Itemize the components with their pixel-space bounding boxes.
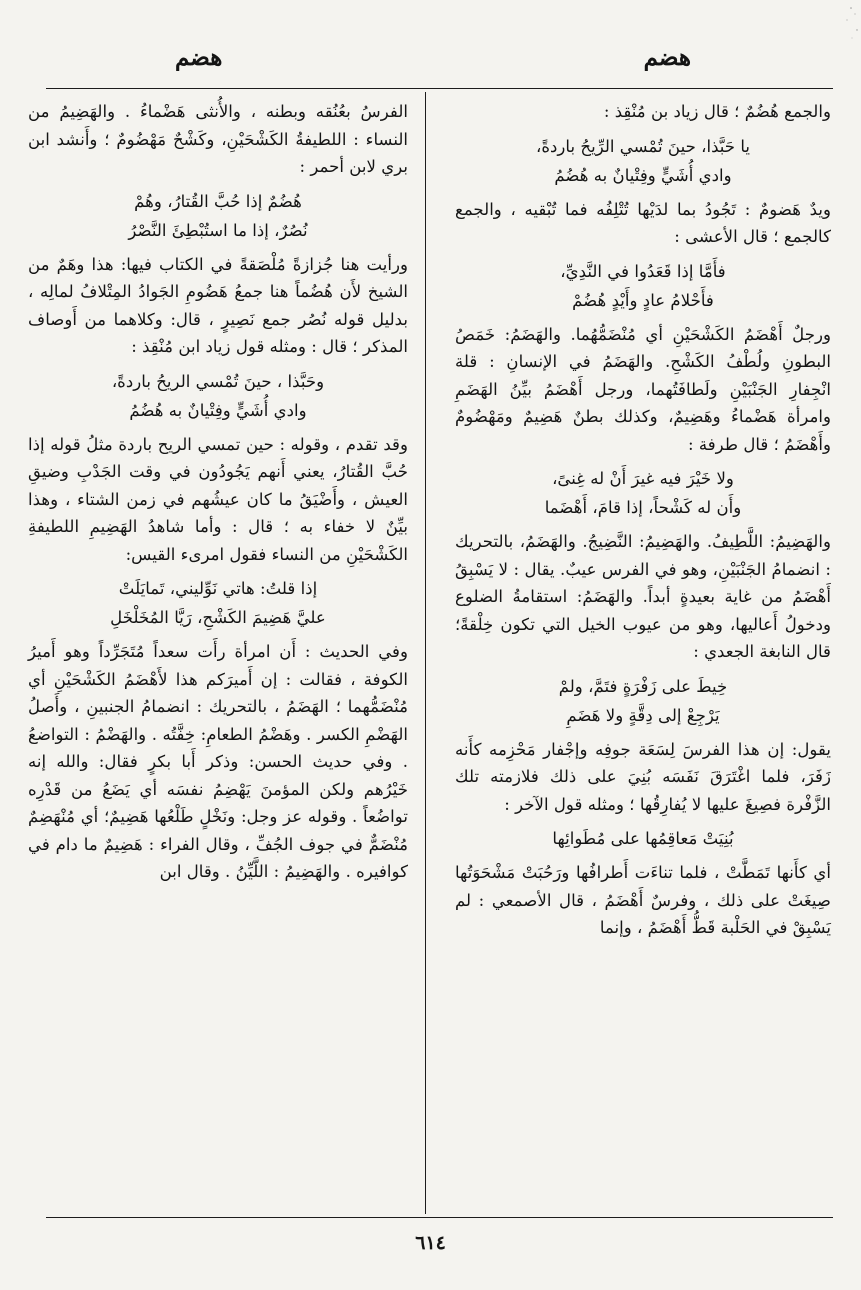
page-corner-speckle — [821, 0, 861, 60]
verse-line: يا حَبَّذا، حينَ تُمْسي الرِّيحُ باردةً، — [535, 136, 750, 156]
verse-line: وادي أُشَيٍّ وفِتْيانٌ به هُضُمُ — [554, 165, 732, 185]
prose-paragraph: ويدٌ هَضومٌ : تَجُودُ بما لدَيْها تُتْلِفُه فما تُبْقيه ، والجمع كالجمع ؛ قال الأعشى : — [455, 199, 831, 246]
header-rule — [46, 88, 833, 89]
verse-line: هُضُمٌ إذا حُبَّ القُتارُ، وهُمْ — [134, 191, 302, 211]
verse-block — [28, 574, 408, 632]
verse-line: عليَّ هَضِيمَ الكَشْحِ، رَيَّا المُخَلْخَلِ — [110, 608, 326, 627]
right-text-column — [455, 98, 831, 942]
verse-line: فأَمَّا إذا قَعَدُوا في النَّدِيِّ، — [560, 261, 726, 281]
prose-paragraph: أي كأَنها تَمَطَّتْ ، فلما تناءَت أَطرافُها ورَحُبَتْ مَشْحَوَتُها صِيغَتْ على ذلك ، وفرسٌ أَهْضَمُ ، قال الأصمعي : لم يَسْبِقْ في الحَلْبة قَطُّ أَهْضَمُ ، وإنما — [455, 863, 831, 937]
prose-paragraph: وفي الحديث : أَن امرأة رأَت سعداً مُتَجَرِّداً وهو أَميرُ الكوفة ، فقالت : إن أَميرَكم هذا لأَهْضَمُ الكَشْحَيْنِ أي مُنْضَمُّهما ؛ الهَضَمُ ، بالتحريك : انضمامُ الجنبينِ ، وأَصلُ الهَضْمِ الكسر . وهَضْمُ الطعامِ: خِفَّتُه . والهَضْمُ : التواضعُ . وفي حديث الحسن: وذكر أَبا بكرٍ فقال: والله إنه خَيْرُهم ولكن المؤمنَ يَهْضِمُ نفسَه أي يَضَعُ من قَدْرِه تواضُعاً . وقوله عز وجل: ونَخْلٍ طَلْعُها هَضِيمٌ؛ أي مُنْهَضِمٌ مُنْضَمٌّ في جوف الجُفِّ ، وقال الفراء : هَضِيمٌ ما دام في كوافيره . والهَضِيمُ : اللَّيِّنُ . وقال ابن — [28, 642, 408, 881]
verse-line: وادي أُشَيٍّ وفِتْيانٌ به هُضُمُ — [129, 400, 307, 420]
column-divider — [425, 92, 426, 1214]
prose-paragraph: الفرسُ بعُنُقه وبطنه ، والأُنثى هَضْماءُ . والهَضِيمُ من النساء : اللطيفةُ الكَشْحَيْنِ، وكَشْحٌ مَهْضُومٌ ؛ وأَنشد ابن بري لابن أحمر : — [28, 102, 408, 176]
prose-paragraph: والجمع هُضُمٌ ؛ قال زياد بن مُنْقِذ : — [603, 102, 831, 121]
page-header-right-word: هضم — [643, 44, 691, 71]
verse-line: إذا قلتُ: هاتي نَوِّليني، تَمايَلَتْ — [118, 579, 318, 598]
verse-line: نُصُرٌ، إذا ما استُبْطِئَ النَّصْرُ — [128, 220, 308, 240]
verse-block — [28, 187, 408, 245]
verse-block — [455, 257, 831, 315]
verse-line: خِيطَ على زَفْرَةٍ فتَمَّ، ولمْ — [558, 676, 728, 696]
footer-rule — [46, 1217, 833, 1218]
verse-block — [455, 132, 831, 190]
page-header-left-word: هضم — [175, 44, 223, 71]
verse-block — [455, 464, 831, 522]
verse-line: بُنِيَتْ مَعاقِمُها على مُطَوائِها — [552, 829, 734, 848]
verse-line: وحَبَّذا ، حينَ تُمْسي الريحُ باردةً، — [111, 371, 325, 391]
verse-block — [455, 672, 831, 730]
verse-block — [28, 367, 408, 425]
prose-paragraph: ورجلٌ أَهْضَمُ الكَشْحَيْنِ أي مُنْضَمُّهُما. والهَضَمُ: خَمَصُ البطونِ ولُطْفُ الكَشْحِ. والهَضَمُ في الإنسانِ : قلة انْجِفارِ الجَنْبَيْنِ ولَطافَتُهما، ورجل أَهْضَمُ بيِّنُ الهَضَمِ وامرأة هَضْماءُ وهَضِيمٌ، وكذلك بطنٌ هَضِيمٌ ومَهْضُومٌ وأَهْضَمُ ؛ قال طرفة : — [455, 324, 831, 454]
verse-line: وأَن له كَشْحاً، إذا قامَ، أَهْضَما — [544, 498, 742, 517]
prose-paragraph: وقد تقدم ، وقوله : حين تمسي الريح باردة مثلُ قوله إذا حُبَّ القُتارُ، يعني أَنهم يَجُودُون في وقت الجَدْبِ وضيقِ العيش ، وأَضْيَقُ ما كان عيشُهم في زمن الشتاء ، وهذا بيِّنٌ لا خفاء به ؛ قال : وأما شاهدُ الهَضِيمِ اللطيفةِ الكَشْحَيْنِ من النساء فقول امرىء القيس: — [28, 434, 408, 564]
verse-line: يَرْجِعْ إلى دِقَّةٍ ولا هَضَمِ — [566, 705, 720, 725]
left-text-column — [28, 98, 408, 886]
prose-paragraph: ورأيت هنا جُزازةً مُلْصَقةً في الكتاب فيها: هذا وهَمٌ من الشيخ لأَن هُضُماً هنا جمعُ هَضُومِ الجَوادُ المِتْلافُ لمالِه ، بدليل قوله نُصُر جمع نَصِيرٍ ، قال: وكلاهما من أَوصاف المذكر ؛ قال : ومثله قول زياد ابن مُنْقِذ : — [28, 254, 408, 356]
prose-paragraph: يقول: إن هذا الفرسَ لِسَعَة جوفِه وإجْفار مَحْزِمه كأَنه زَفَرَ، فلما اغْتَرَقَ نَفَسَه بُنِيَ على ذلك فلازمته تلك الزَّفْرة فصِيغَ عليها لا يُفارِقُها ؛ ومثله قول الآخر : — [455, 739, 831, 814]
verse-block — [455, 824, 831, 853]
verse-line: فأَحْلامُ عادٍ وأَيْدٍ هُضُمْ — [572, 290, 714, 310]
prose-paragraph: والهَضِيمُ: اللَّطِيفُ. والهَضِيمُ: النَّضِيجُ. والهَضَمُ، بالتحريك : انضمامُ الجَنْبَيْنِ، وهو في الفرس عيبٌ. يقال : لا يَسْبِقُ أَهْضَمُ من غاية بعيدةٍ أبداً. والهَضَمُ: استقامةُ الضلوع ودخولُ أَعاليها، وهو من عيوب الخيل التي تكون خِلْقةً؛ قال النابغة الجعدي : — [455, 532, 831, 661]
verse-line: ولا خَيْرَ فيه غيرَ أَنْ له غِنىً، — [552, 469, 734, 488]
page-number: ٦١٤ — [415, 1232, 446, 1254]
